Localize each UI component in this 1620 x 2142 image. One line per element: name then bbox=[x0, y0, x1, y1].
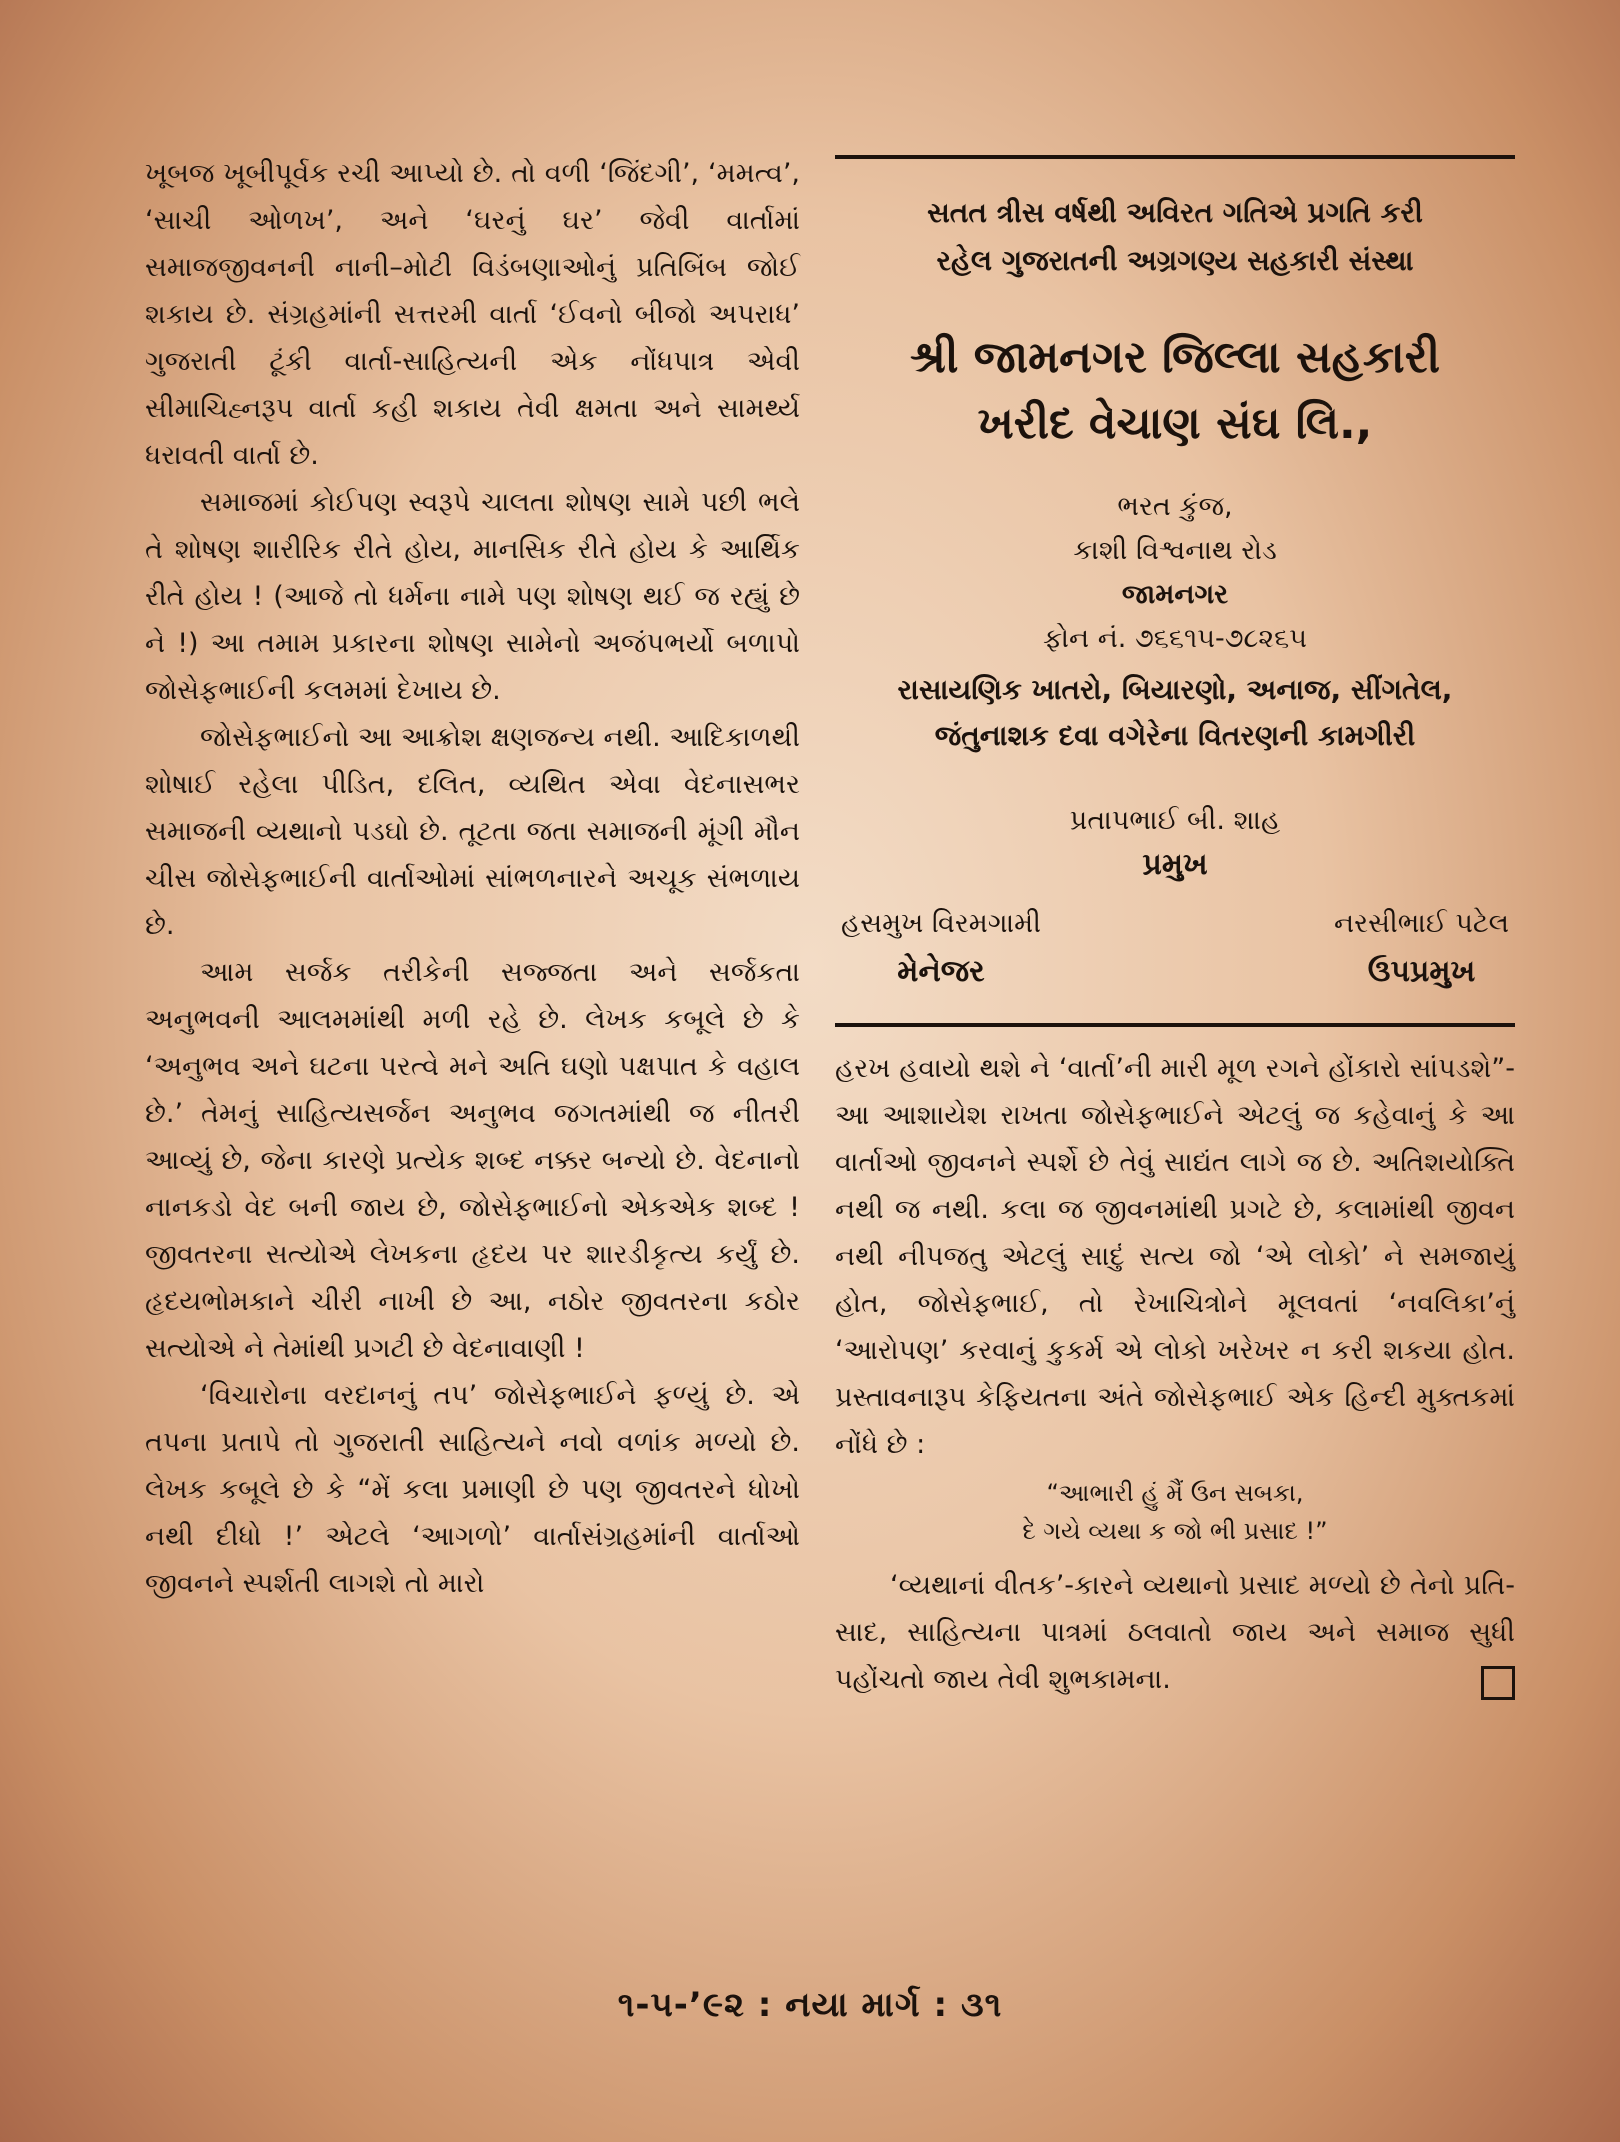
page-footer: ૧-૫-’૯૨ : નયા માર્ગ : ૩૧ bbox=[617, 1985, 1003, 2025]
ad-vice-president-role: ઉપપ્રમુખ bbox=[1367, 954, 1476, 989]
left-paragraph-4: આમ સર્જક તરીકેની સજ્જતા અને સર્જકતા અનુભવની આલમમાંથી મળી રહે છે. લેખક કબૂલે છે કે ‘અનુભવ અને ઘટના પરત્વે મને અતિ ઘણો પક્ષપાત કે વહાલ છે.’ તેમનું સાહિત્યસર્જન અનુભવ જગતમાંથી જ નીતરી આવ્યું છે, જેના કારણે પ્રત્યેક શબ્દ નક્કર બન્યો છે. વેદનાનો નાનકડો વેદ બની જાય છે, જોસેફભાઈનો એકએક શબ્દ ! જીવતરના સત્યોએ લેખકના હૃદય પર શારડીકૃત્ય કર્યું છે. હૃદયભોમકાને ચીરી નાખી છે આ, નઠોર જીવતરના કઠોર સત્યોએ ને તેમાંથી પ્રગટી છે વેદનાવાણી ! bbox=[145, 957, 800, 1364]
ad-tagline-line-1: સતત ત્રીસ વર્ષથી અવિરત ગતિએ પ્રગતિ કરી bbox=[927, 196, 1423, 229]
left-paragraph-5: ‘વિચારોના વરદાનનું તપ’ જોસેફભાઈને ફળ્યું છે. એ તપના પ્રતાપે તો ગુજરાતી સાહિત્યને નવો વળાંક મળ્યો છે. લેખક કબૂલે છે કે “મેં કલા પ્રમાણી છે પણ જીવતરને ધોખો નથી દીધો !’ એટલે ‘આગળો’ વાર્તાસંગ્રહમાંની વાર્તાઓ જીવનને સ્પર્શતી લાગશે તો મારો bbox=[145, 1380, 800, 1599]
ad-products-line-1: રાસાયણિક ખાતરો, બિયારણો, અનાજ, સીંગતેલ, bbox=[897, 673, 1453, 706]
ad-name-line-2: ખરીદ વેચાણ સંઘ લિ., bbox=[977, 398, 1373, 449]
end-mark-square-icon bbox=[1481, 1666, 1515, 1700]
ad-president-block bbox=[835, 799, 1515, 887]
left-paragraph-3: જોસેફભાઈનો આ આક્રોશ ક્ષણજન્ય નથી. આદિકાળથી શોષાઈ રહેલા પીડિત, દલિત, વ્યથિત એવા વેદનાસભર સમાજની વ્યથાનો પડઘો છે. તૂટતા જતા સમાજની મૂંગી મૌન ચીસ જોસેફભાઈની વાર્તાઓમાં સાંભળનારને અચૂક સંભળાય છે. bbox=[145, 722, 800, 941]
ad-vice-president-name: નરસીભાઈ પટેલ bbox=[1334, 908, 1509, 939]
right-paragraph-2-text: ‘વ્યથાનાં વીતક’-કારને વ્યથાનો પ્રસાદ મળ્યો છે તેનો પ્રતિ-સાદ, સાહિત્યના પાત્રમાં ઠલવાતો જાય અને સમાજ સુધી પહોંચતો જાય તેવી શુભકામના. bbox=[835, 1570, 1515, 1695]
ad-name-line-1: શ્રી જામનગર જિલ્લા સહકારી bbox=[909, 332, 1441, 383]
top-divider bbox=[835, 155, 1515, 159]
hindi-verse bbox=[835, 1474, 1515, 1550]
right-article-text bbox=[835, 1045, 1515, 1703]
ad-address-line-1: ભરત કુંજ, bbox=[1117, 491, 1233, 522]
cooperative-advertisement bbox=[835, 189, 1515, 997]
right-column bbox=[835, 150, 1515, 1703]
ad-address-line-2: કાશી વિશ્વનાથ રોડ bbox=[1073, 535, 1277, 566]
ad-city: જામનગર bbox=[1121, 579, 1229, 610]
ad-products-line-2: જંતુનાશક દવા વગેરેના વિતરણની કામગીરી bbox=[934, 719, 1416, 752]
left-paragraph-2: સમાજમાં કોઈપણ સ્વરૂપે ચાલતા શોષણ સામે પછી ભલે તે શોષણ શારીરિક રીતે હોય, માનસિક રીતે હોય કે આર્થિક રીતે હોય ! (આજે તો ધર્મના નામે પણ શોષણ થઈ જ રહ્યું છે ને !) આ તમામ પ્રકારના શોષણ સામેનો અજંપભર્યો બળાપો જોસેફભાઈની કલમમાં દેખાય છે. bbox=[145, 487, 800, 706]
ad-phone: ફોન નં. ૭૬૬૧૫-૭૮૨૬૫ bbox=[1042, 623, 1308, 654]
ad-officers-row bbox=[835, 901, 1515, 997]
ad-tagline-line-2: રહેલ ગુજરાતની અગ્રગણ્ય સહકારી સંસ્થા bbox=[936, 244, 1414, 277]
ad-manager bbox=[841, 901, 1041, 997]
ad-manager-role: મેનેજર bbox=[897, 954, 985, 989]
ad-president-name: પ્રતાપભાઈ બી. શાહ bbox=[1069, 805, 1281, 836]
left-column bbox=[145, 150, 800, 1607]
ad-vice-president bbox=[1334, 901, 1509, 997]
verse-line-1: “આભારી હું મૈં ઉન સબકા, bbox=[1046, 1479, 1304, 1507]
middle-divider bbox=[835, 1023, 1515, 1027]
verse-line-2: દે ગયે વ્યથા ક જો ભી પ્રસાદ !” bbox=[1022, 1517, 1328, 1545]
ad-president-role: પ્રમુખ bbox=[1142, 847, 1208, 882]
right-paragraph-1: હરખ હવાયો થશે ને ‘વાર્તા’ની મારી મૂળ રગને હોંકારો સાંપડશે”-આ આશાયેશ રાખતા જોસેફભાઈને એટલું જ કહેવાનું કે આ વાર્તાઓ જીવનને સ્પર્શે છે તેવું સાદ્યંત લાગે જ છે. અતિશયોક્તિ નથી જ નથી. કલા જ જીવનમાંથી પ્રગટે છે, કલામાંથી જીવન નથી નીપજતુ એટલું સાદું સત્ય જો ‘એ લોકો’ ને સમજાયું હોત, જોસેફભાઈ, તો રેખાચિત્રોને મૂલવતાં ‘નવલિકા’નું ‘આરોપણ’ કરવાનું કુકર્મ એ લોકો ખરેખર ન કરી શકયા હોત. પ્રસ્તાવનારૂપ કેફિયતના અંતે જોસેફભાઈ એક હિન્દી મુક્તકમાં નોંધે છે : bbox=[835, 1053, 1515, 1460]
ad-organization-name bbox=[835, 325, 1515, 457]
ad-manager-name: હસમુખ વિરમગામી bbox=[841, 908, 1041, 939]
right-paragraph-2 bbox=[835, 1562, 1515, 1703]
left-paragraph-1: ખૂબજ ખૂબીપૂર્વક રચી આપ્યો છે. તો વળી ‘જિંદગી’, ‘મમત્વ’, ‘સાચી ઓળખ’, અને ‘ઘરનું ઘર’ જેવી વાર્તામાં સમાજજીવનની નાની–મોટી વિડંબણાઓનું પ્રતિબિંબ જોઈ શકાય છે. સંગ્રહમાંની સત્તરમી વાર્તા ‘ઈવનો બીજો અપરાધ’ ગુજરાતી ટૂંકી વાર્તા-સાહિત્યની એક નોંધપાત્ર એવી સીમાચિહ્નરૂપ વાર્તા કહી શકાય તેવી ક્ષમતા અને સામર્થ્ય ધરાવતી વાર્તા છે. bbox=[145, 158, 800, 471]
